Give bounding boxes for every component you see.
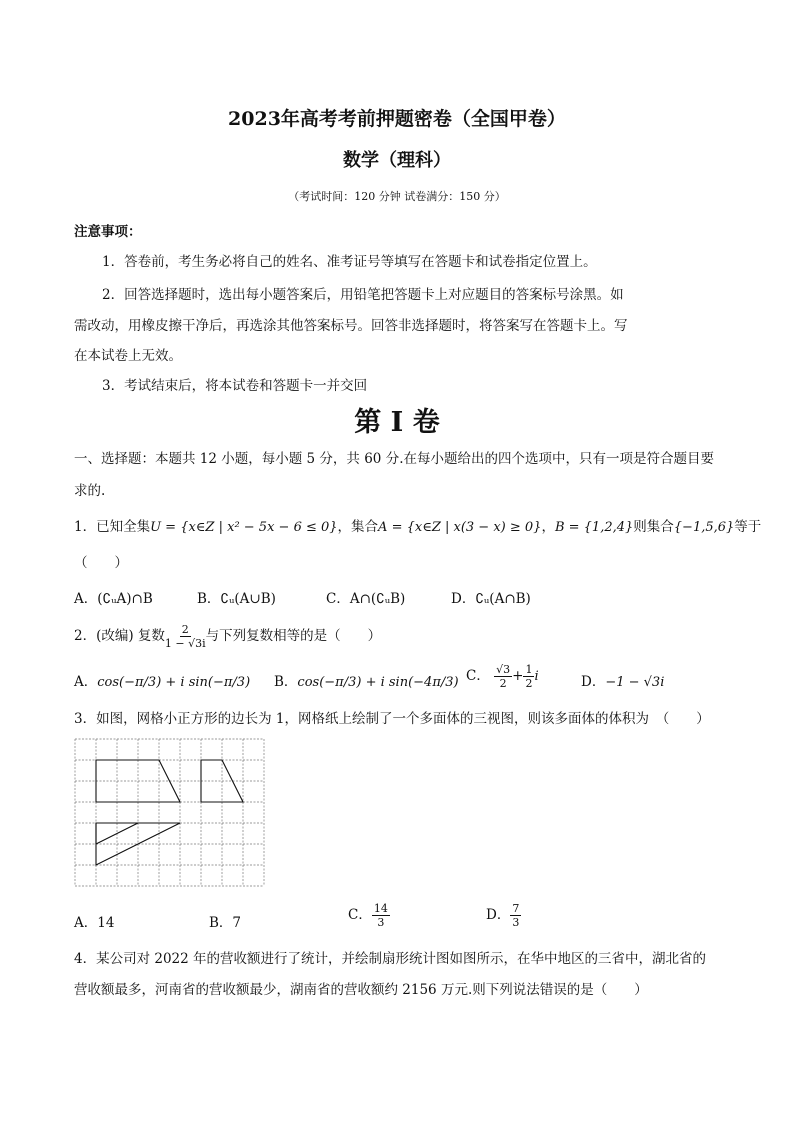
- section-instructions-line-2: 求的.: [74, 483, 106, 499]
- grid: [75, 739, 264, 886]
- q3-option-d-label: D．: [486, 907, 511, 923]
- notice-item-3: 3．考试结束后，将本试卷和答题卡一并交回: [102, 378, 368, 394]
- q1-mid-1: ，集合: [337, 519, 379, 535]
- q2-option-d-label: D．: [581, 674, 606, 690]
- q2-option-c-frac-1: [494, 663, 512, 690]
- q3-option-a: A．14: [74, 915, 115, 931]
- q1-set-a: A = {x∈Z | x(3 − x) ≥ 0}: [378, 520, 542, 535]
- question-2-stem: [74, 623, 381, 650]
- q1-option-c: C．A∩(∁ᵤB): [326, 591, 406, 607]
- q2-option-b: [274, 670, 459, 690]
- q2-option-c-den-1: 2: [499, 677, 507, 690]
- q2-option-c-num-2: 1: [525, 663, 533, 676]
- q2-option-b-expr: cos(−π/3) + i sin(−4π/3): [297, 675, 459, 690]
- notice-heading: 注意事项：: [74, 224, 142, 240]
- q1-set-u: U = {x∈Z | x² − 5x − 6 ≤ 0}: [150, 520, 338, 535]
- q1-option-b: B．∁ᵤ(A∪B): [197, 591, 276, 607]
- q3-option-d: [486, 902, 521, 929]
- q2-option-d-expr: −1 − √3i: [605, 675, 665, 690]
- q2-suffix: 与下列复数相等的是（ ）: [205, 628, 382, 644]
- q2-option-c-frac-2: [523, 663, 534, 690]
- q3-option-c-num: 14: [373, 902, 388, 915]
- q3-option-c-frac: [372, 902, 390, 929]
- q2-fraction: [165, 623, 206, 650]
- exam-meta: （考试时间：120 分钟 试卷满分：150 分）: [288, 190, 506, 203]
- volume-heading: 第 I 卷: [354, 407, 440, 438]
- notice-item-2-line-1: 2．回答选择题时，选出每小题答案后，用铅笔把答题卡上对应题目的答案标号涂黑。如: [102, 287, 624, 303]
- question-1-stem: [74, 515, 761, 535]
- q1-set-b: B = {1,2,4}: [554, 520, 634, 535]
- q2-option-c: [466, 663, 539, 690]
- q2-option-c-den-2: 2: [525, 677, 533, 690]
- q2-prefix: 2．(改编) 复数: [74, 628, 165, 644]
- question-3-stem: 3．如图，网格小正方形的边长为 1，网格纸上绘制了一个多面体的三视图，则该多面体的体积为 （ ）: [74, 711, 710, 727]
- notice-item-1: 1．答卷前，考生务必将自己的姓名、准考证号等填写在答题卡和试卷指定位置上。: [102, 254, 597, 270]
- q2-frac-denominator: 1 − √3i: [164, 637, 206, 650]
- question-4-line-2: 营收额最多，河南省的营收额最少，湖南省的营收额约 2156 万元.则下列说法错误的是（ ）: [74, 982, 648, 998]
- q2-frac-numerator: 2: [181, 623, 189, 636]
- q2-option-c-i: i: [534, 669, 539, 684]
- three-view-figure: [74, 738, 266, 888]
- q2-option-a: [74, 670, 250, 690]
- q1-prefix: 1．已知全集: [74, 519, 151, 535]
- q1-set-c: {−1,5,6}: [673, 520, 735, 535]
- q1-option-a: A．(∁ᵤA)∩B: [74, 591, 153, 607]
- notice-item-2-line-3: 在本试卷上无效。: [74, 348, 182, 364]
- exam-subtitle: 数学（理科）: [343, 150, 451, 171]
- q2-option-a-label: A．: [74, 674, 98, 690]
- q3-option-d-den: 3: [512, 916, 520, 929]
- q1-suffix: 等于: [734, 519, 762, 535]
- q2-option-d: [581, 670, 664, 690]
- q3-option-d-num: 7: [512, 902, 520, 915]
- question-4-line-1: 4．某公司对 2022 年的营收额进行了统计，并绘制扇形统计图如图所示，在华中地区的三省中，湖北省的: [74, 951, 707, 967]
- q2-option-c-plus: +: [512, 668, 524, 684]
- q1-mid-3: 则集合: [633, 519, 674, 535]
- q2-option-b-label: B．: [274, 674, 298, 690]
- q1-option-d: D．∁ᵤ(A∩B): [451, 591, 531, 607]
- q3-option-c-den: 3: [377, 916, 385, 929]
- q3-option-d-frac: [510, 902, 521, 929]
- q1-mid-2: ，: [541, 519, 555, 535]
- q2-option-c-label: C．: [466, 668, 490, 684]
- exam-title: 2023年高考考前押题密卷（全国甲卷）: [228, 108, 566, 130]
- q3-option-c-label: C．: [348, 907, 372, 923]
- q3-option-b: B．7: [209, 915, 242, 931]
- q3-option-c: [348, 902, 390, 929]
- q2-option-c-num-1: √3: [496, 663, 511, 676]
- question-1-paren: （ ）: [74, 555, 128, 571]
- notice-item-2-line-2: 需改动，用橡皮擦干净后，再选涂其他答案标号。回答非选择题时，将答案写在答题卡上。写: [74, 318, 628, 334]
- section-instructions-line-1: 一、选择题：本题共 12 小题，每小题 5 分，共 60 分.在每小题给出的四个选项中，只有一项是符合题目要: [74, 451, 714, 467]
- q2-option-a-expr: cos(−π/3) + i sin(−π/3): [97, 675, 251, 690]
